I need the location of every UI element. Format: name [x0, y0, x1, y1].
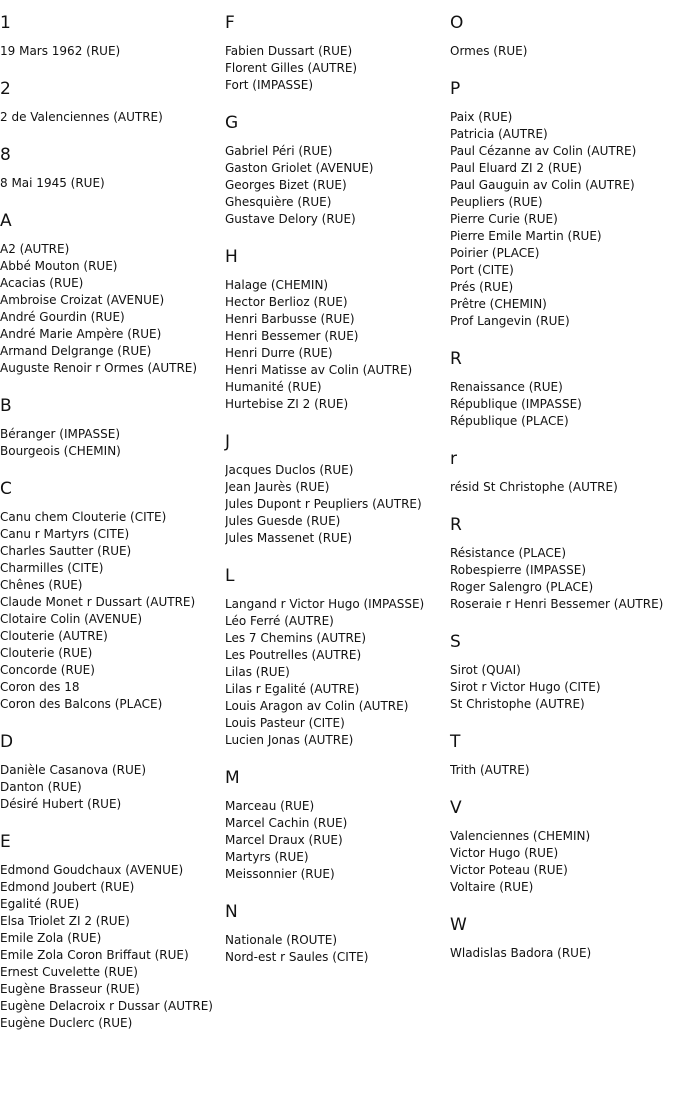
- street-item: Martyrs (RUE): [225, 850, 309, 864]
- street-item: Gaston Griolet (AVENUE): [225, 161, 374, 175]
- street-item: Prêtre (CHEMIN): [450, 297, 547, 311]
- letter-section: [0, 78, 222, 126]
- street-item: Bourgeois (CHEMIN): [0, 444, 121, 458]
- street-item: Emile Zola Coron Briffaut (RUE): [0, 948, 189, 962]
- street-item: Marcel Cachin (RUE): [225, 816, 348, 830]
- street-item: André Marie Ampère (RUE): [0, 327, 162, 341]
- street-item: Eugène Duclerc (RUE): [0, 1016, 133, 1030]
- letter-section: [225, 246, 447, 413]
- street-item: Eugène Delacroix r Dussar (AUTRE): [0, 999, 213, 1013]
- street-list: [450, 379, 675, 430]
- street-item: Danièle Casanova (RUE): [0, 763, 147, 777]
- street-item: Ambroise Croizat (AVENUE): [0, 293, 165, 307]
- street-item: Hector Berlioz (RUE): [225, 295, 348, 309]
- letter-section: [225, 112, 447, 228]
- letter-section: [0, 731, 222, 813]
- section-heading: N: [225, 902, 238, 922]
- street-list: [0, 426, 222, 460]
- letter-section: [225, 12, 447, 94]
- street-item: 2 de Valenciennes (AUTRE): [0, 110, 163, 124]
- street-item: Auguste Renoir r Ormes (AUTRE): [0, 361, 198, 375]
- street-item: Louis Pasteur (CITE): [225, 716, 345, 730]
- street-list: [225, 277, 447, 413]
- street-item: Georges Bizet (RUE): [225, 178, 347, 192]
- street-item: Henri Barbusse (RUE): [225, 312, 355, 326]
- section-heading: B: [0, 396, 12, 416]
- street-item: Abbé Mouton (RUE): [0, 259, 118, 273]
- street-item: Victor Poteau (RUE): [450, 863, 568, 877]
- street-item: Jules Massenet (RUE): [225, 531, 353, 545]
- street-item: Gabriel Péri (RUE): [225, 144, 333, 158]
- street-item: Henri Durre (RUE): [225, 346, 333, 360]
- street-item: Prof Langevin (RUE): [450, 314, 570, 328]
- street-item: Meissonnier (RUE): [225, 867, 335, 881]
- letter-section: [0, 144, 222, 192]
- street-item: Danton (RUE): [0, 780, 82, 794]
- street-item: Humanité (RUE): [225, 380, 322, 394]
- street-item: Jules Guesde (RUE): [225, 514, 341, 528]
- letter-section: [450, 514, 675, 613]
- section-heading: A: [0, 211, 12, 231]
- letter-section: [450, 914, 675, 962]
- section-heading: S: [450, 632, 461, 652]
- letter-section: [0, 831, 222, 1032]
- street-list: [0, 109, 222, 126]
- letter-section: [450, 731, 675, 779]
- section-heading: P: [450, 79, 461, 99]
- street-list: [225, 462, 447, 547]
- section-heading: D: [0, 732, 14, 752]
- street-list: [450, 662, 675, 713]
- street-list: [0, 762, 222, 813]
- street-item: Henri Bessemer (RUE): [225, 329, 359, 343]
- street-item: Emile Zola (RUE): [0, 931, 102, 945]
- street-item: Nord-est r Saules (CITE): [225, 950, 369, 964]
- index-column-2: [225, 12, 447, 984]
- index-column-3: [450, 12, 675, 980]
- letter-section: [450, 12, 675, 60]
- street-item: Trith (AUTRE): [450, 763, 530, 777]
- street-item: St Christophe (AUTRE): [450, 697, 585, 711]
- street-list: [0, 43, 222, 60]
- street-item: Sirot r Victor Hugo (CITE): [450, 680, 601, 694]
- section-heading: O: [450, 13, 464, 33]
- street-item: Peupliers (RUE): [450, 195, 543, 209]
- street-item: Résistance (PLACE): [450, 546, 566, 560]
- street-item: République (IMPASSE): [450, 397, 582, 411]
- street-item: Charmilles (CITE): [0, 561, 104, 575]
- section-heading: J: [225, 432, 231, 452]
- letter-section: [0, 478, 222, 713]
- letter-section: [225, 431, 447, 547]
- street-item: Chênes (RUE): [0, 578, 83, 592]
- section-heading: F: [225, 13, 235, 33]
- street-item: Elsa Triolet ZI 2 (RUE): [0, 914, 130, 928]
- street-item: Clouterie (AUTRE): [0, 629, 108, 643]
- street-item: Nationale (ROUTE): [225, 933, 338, 947]
- street-item: Pierre Emile Martin (RUE): [450, 229, 602, 243]
- street-item: résid St Christophe (AUTRE): [450, 480, 618, 494]
- letter-section: [450, 348, 675, 430]
- street-item: Langand r Victor Hugo (IMPASSE): [225, 597, 425, 611]
- street-item: Eugène Brasseur (RUE): [0, 982, 140, 996]
- street-item: Les 7 Chemins (AUTRE): [225, 631, 367, 645]
- street-item: Désiré Hubert (RUE): [0, 797, 122, 811]
- section-heading: G: [225, 113, 239, 133]
- street-item: Lucien Jonas (AUTRE): [225, 733, 354, 747]
- street-item: Marcel Draux (RUE): [225, 833, 343, 847]
- letter-section: [450, 631, 675, 713]
- street-list: [450, 945, 675, 962]
- letter-section: [225, 901, 447, 966]
- section-heading: R: [450, 349, 462, 369]
- street-item: Renaissance (RUE): [450, 380, 563, 394]
- street-item: Egalité (RUE): [0, 897, 80, 911]
- section-heading: E: [0, 832, 11, 852]
- street-item: Henri Matisse av Colin (AUTRE): [225, 363, 413, 377]
- street-item: Florent Gilles (AUTRE): [225, 61, 358, 75]
- street-item: Ormes (RUE): [450, 44, 528, 58]
- section-heading: M: [225, 768, 240, 788]
- street-list: [0, 175, 222, 192]
- street-item: Pierre Curie (RUE): [450, 212, 558, 226]
- letter-section: [450, 78, 675, 330]
- street-list: [0, 241, 222, 377]
- street-item: Charles Sautter (RUE): [0, 544, 132, 558]
- street-item: Valenciennes (CHEMIN): [450, 829, 591, 843]
- street-item: Hurtebise ZI 2 (RUE): [225, 397, 349, 411]
- section-heading: C: [0, 479, 12, 499]
- letter-section: [450, 448, 675, 496]
- street-item: Coron des 18: [0, 680, 80, 694]
- street-item: Béranger (IMPASSE): [0, 427, 121, 441]
- street-item: 8 Mai 1945 (RUE): [0, 176, 105, 190]
- street-list: [225, 143, 447, 228]
- street-item: Paix (RUE): [450, 110, 513, 124]
- street-list: [450, 828, 675, 896]
- letter-section: [0, 210, 222, 377]
- street-item: Roger Salengro (PLACE): [450, 580, 594, 594]
- street-item: Paul Eluard ZI 2 (RUE): [450, 161, 582, 175]
- street-item: Ghesquière (RUE): [225, 195, 332, 209]
- section-heading: 8: [0, 145, 11, 165]
- section-heading: 1: [0, 13, 11, 33]
- street-list: [450, 479, 675, 496]
- letter-section: [450, 797, 675, 896]
- street-list: [225, 596, 447, 749]
- street-item: Poirier (PLACE): [450, 246, 540, 260]
- street-item: Ernest Cuvelette (RUE): [0, 965, 138, 979]
- street-item: André Gourdin (RUE): [0, 310, 125, 324]
- section-heading: R: [450, 515, 462, 535]
- street-item: Jacques Duclos (RUE): [225, 463, 354, 477]
- street-list: [0, 509, 222, 713]
- street-list: [225, 43, 447, 94]
- street-list: [450, 109, 675, 330]
- street-item: Victor Hugo (RUE): [450, 846, 559, 860]
- street-item: Canu r Martyrs (CITE): [0, 527, 130, 541]
- index-column-1: [0, 12, 222, 1050]
- street-item: Prés (RUE): [450, 280, 514, 294]
- street-item: Fabien Dussart (RUE): [225, 44, 353, 58]
- street-list: [225, 798, 447, 883]
- street-item: Halage (CHEMIN): [225, 278, 329, 292]
- street-item: Port (CITE): [450, 263, 514, 277]
- street-item: Patricia (AUTRE): [450, 127, 548, 141]
- street-item: A2 (AUTRE): [0, 242, 70, 256]
- section-heading: W: [450, 915, 467, 935]
- street-item: Voltaire (RUE): [450, 880, 534, 894]
- letter-section: [0, 12, 222, 60]
- street-item: Léo Ferré (AUTRE): [225, 614, 334, 628]
- street-item: Wladislas Badora (RUE): [450, 946, 592, 960]
- street-item: Coron des Balcons (PLACE): [0, 697, 163, 711]
- street-item: Edmond Joubert (RUE): [0, 880, 135, 894]
- section-heading: L: [225, 566, 235, 586]
- street-list: [450, 545, 675, 613]
- street-item: Sirot (QUAI): [450, 663, 521, 677]
- street-list: [225, 932, 447, 966]
- letter-section: [0, 395, 222, 460]
- street-item: Paul Gauguin av Colin (AUTRE): [450, 178, 635, 192]
- street-item: Armand Delgrange (RUE): [0, 344, 152, 358]
- street-item: Lilas (RUE): [225, 665, 290, 679]
- street-item: Louis Aragon av Colin (AUTRE): [225, 699, 409, 713]
- street-item: Acacias (RUE): [0, 276, 84, 290]
- street-item: Jules Dupont r Peupliers (AUTRE): [225, 497, 422, 511]
- street-item: Fort (IMPASSE): [225, 78, 314, 92]
- street-item: Canu chem Clouterie (CITE): [0, 510, 167, 524]
- street-item: Concorde (RUE): [0, 663, 95, 677]
- street-item: Lilas r Egalité (AUTRE): [225, 682, 360, 696]
- street-item: Paul Cézanne av Colin (AUTRE): [450, 144, 637, 158]
- street-item: Les Poutrelles (AUTRE): [225, 648, 362, 662]
- street-list: [0, 862, 222, 1032]
- street-item: Clouterie (RUE): [0, 646, 93, 660]
- street-item: Clotaire Colin (AVENUE): [0, 612, 143, 626]
- section-heading: H: [225, 247, 238, 267]
- street-item: Marceau (RUE): [225, 799, 315, 813]
- section-heading: 2: [0, 79, 11, 99]
- letter-section: [225, 767, 447, 883]
- section-heading: T: [450, 732, 461, 752]
- street-item: Edmond Goudchaux (AVENUE): [0, 863, 184, 877]
- street-item: Robespierre (IMPASSE): [450, 563, 587, 577]
- street-item: 19 Mars 1962 (RUE): [0, 44, 121, 58]
- section-heading: r: [450, 449, 457, 469]
- street-item: Claude Monet r Dussart (AUTRE): [0, 595, 196, 609]
- street-list: [450, 762, 675, 779]
- street-item: Jean Jaurès (RUE): [225, 480, 330, 494]
- letter-section: [225, 565, 447, 749]
- street-item: Gustave Delory (RUE): [225, 212, 356, 226]
- street-item: République (PLACE): [450, 414, 569, 428]
- street-list: [450, 43, 675, 60]
- section-heading: V: [450, 798, 462, 818]
- street-item: Roseraie r Henri Bessemer (AUTRE): [450, 597, 664, 611]
